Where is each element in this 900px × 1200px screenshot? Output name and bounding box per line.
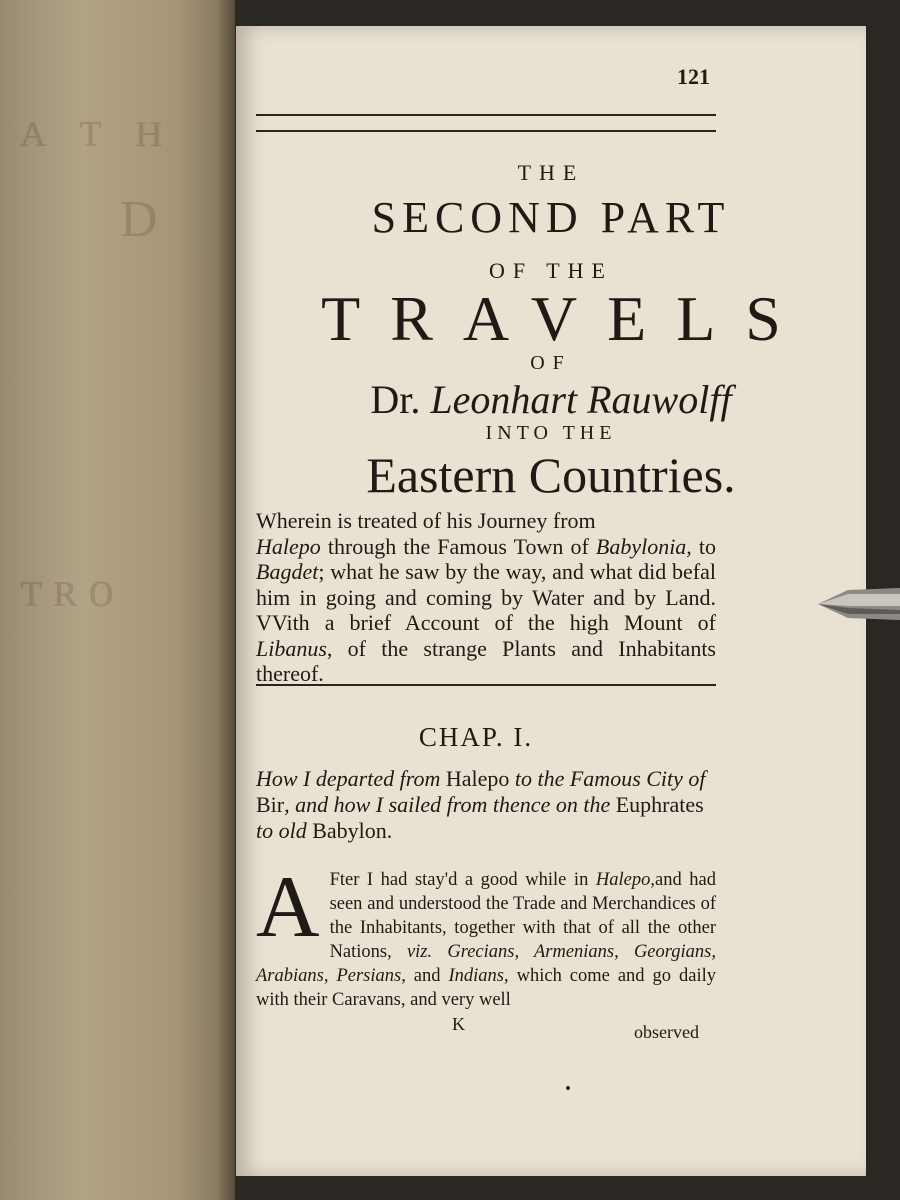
summary-place: Euphrates xyxy=(615,792,704,817)
summary-text: to old xyxy=(256,818,313,843)
summary-place: Babylon. xyxy=(312,818,393,843)
summary-place: Bir xyxy=(256,792,285,817)
title-destination: Eastern Countries. xyxy=(366,447,736,503)
body-place: Indians xyxy=(448,966,504,986)
body-text: and xyxy=(405,966,449,986)
title-the: THE xyxy=(517,160,585,185)
title-description xyxy=(256,508,716,687)
bleed-through-text: D xyxy=(120,191,168,248)
body-text: Fter I had stay'd a good while in xyxy=(329,870,596,890)
desc-text: to xyxy=(691,533,716,559)
page-number: 121 xyxy=(677,64,710,89)
header-rule-bottom xyxy=(256,130,716,132)
bleed-through-text: ᴛʀᴏ xyxy=(20,561,125,618)
chapter-title: CHAP. I. xyxy=(418,722,534,752)
page-pointer-icon xyxy=(818,584,900,624)
desc-place: Halepo xyxy=(256,533,321,559)
title-of: OF xyxy=(530,352,572,374)
body-place: Halepo xyxy=(595,870,651,890)
summary-text: , and how I sailed from thence on the xyxy=(284,792,616,817)
author-prefix: Dr. xyxy=(370,377,421,422)
desc-place: Babylonia, xyxy=(595,533,692,559)
desc-text: ; what he saw by the way, and what did befal him in going and coming by Water and by Land. VVith a brief Account of the high Mount of xyxy=(256,559,716,635)
book-page xyxy=(236,26,866,1176)
body-text: , which come and go daily with their Caravans, and very well xyxy=(256,966,716,1010)
chapter-rule xyxy=(256,684,716,686)
author-name: Leonhart Rauwolff xyxy=(430,377,732,422)
desc-text: , of the strange Plants and Inhabitants thereof. xyxy=(256,635,716,686)
signature-mark: K xyxy=(452,1014,465,1034)
chapter-summary xyxy=(256,766,706,844)
chapter-body xyxy=(256,859,716,1012)
desc-place: Bagdet xyxy=(256,559,319,584)
drop-cap: A xyxy=(256,859,320,956)
desc-place: Libanus xyxy=(256,635,327,661)
summary-text: How I departed from xyxy=(256,766,446,791)
desc-text: through the Famous Town of xyxy=(320,533,596,559)
catchword: observed xyxy=(634,1022,699,1042)
body-place: viz. Grecians, Armenians, Georgians, Arabians, Persians, xyxy=(256,942,716,986)
title-second-part: SECOND PART xyxy=(371,193,731,242)
summary-text: to the Famous City of xyxy=(509,766,706,791)
summary-place: Halepo xyxy=(445,766,510,791)
body-text: ,and had seen and understood the Trade and Merchandices of the Inhabitants, together with that of all the other Nations, xyxy=(329,870,716,962)
bleed-through-text: ᴀ ᴛ ʜ xyxy=(20,101,173,158)
desc-text: Wherein is treated of his Journey from xyxy=(256,508,596,533)
title-of-the: OF THE xyxy=(489,258,613,283)
ink-speck xyxy=(566,1086,570,1090)
title-travels: TRAVELS xyxy=(321,283,811,354)
author-line xyxy=(236,376,866,423)
header-rule-top xyxy=(256,114,716,116)
title-into-the: INTO THE xyxy=(485,422,617,444)
left-page xyxy=(0,0,235,1200)
